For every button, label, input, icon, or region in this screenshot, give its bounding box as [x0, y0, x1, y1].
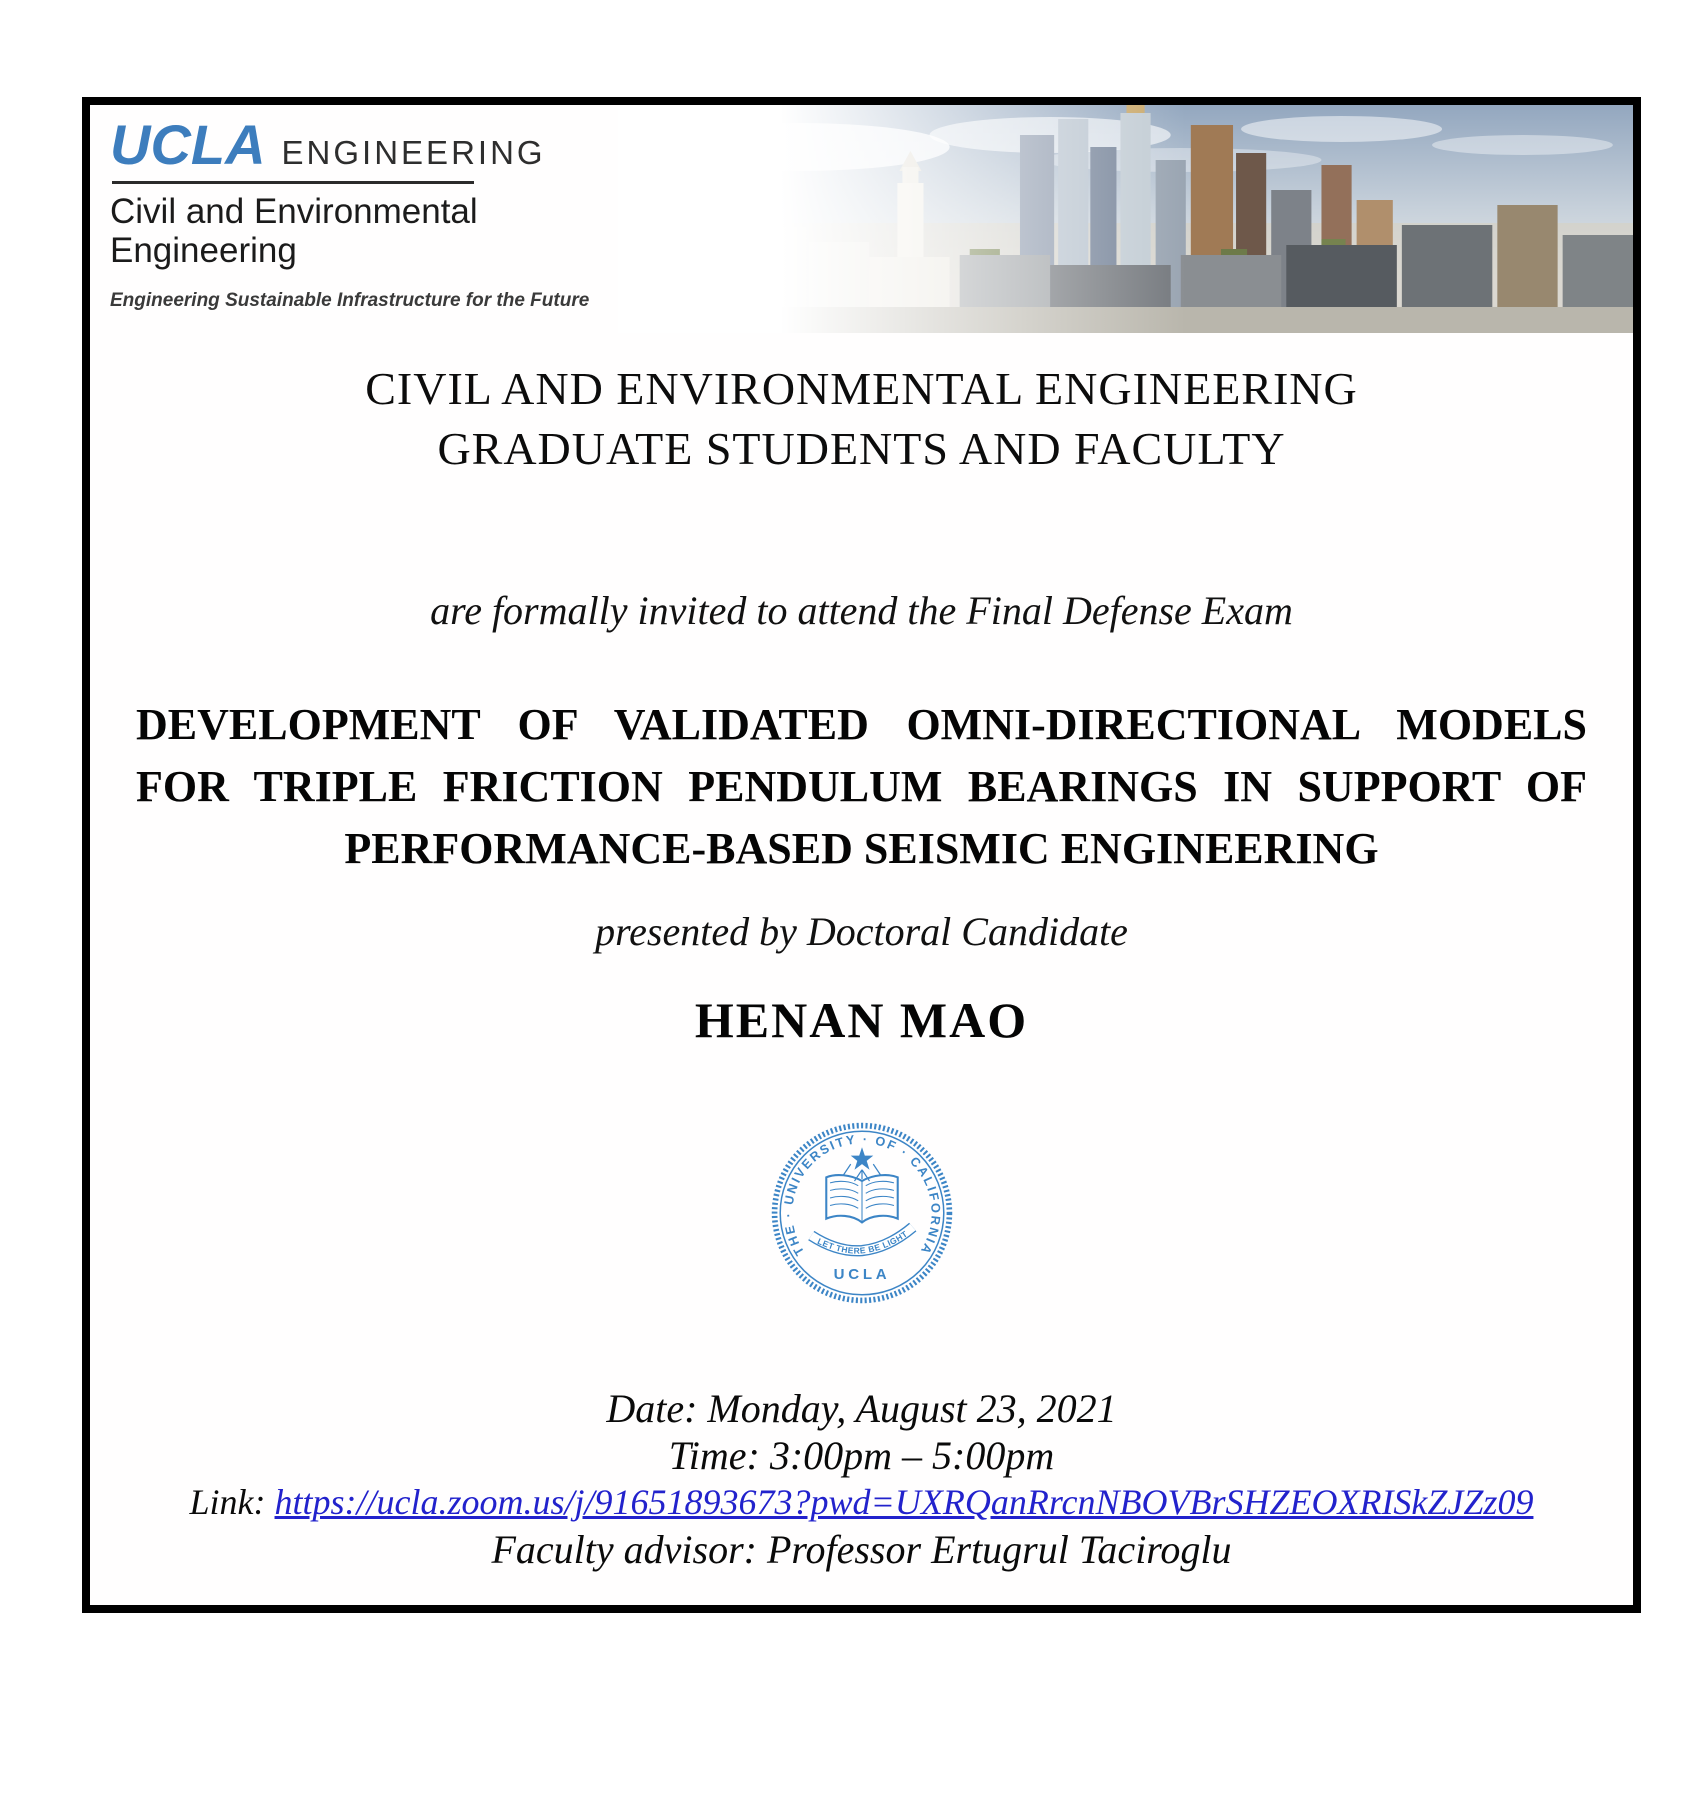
time-line	[90, 1432, 1633, 1479]
seal-banner-text: LET THERE BE LIGHT	[815, 1228, 909, 1256]
ucla-university-seal	[768, 1119, 956, 1307]
seal-container	[90, 1119, 1633, 1307]
ucla-wordmark: UCLA	[110, 113, 266, 176]
advisor-value: Professor Ertugrul Taciroglu	[766, 1527, 1232, 1572]
main-content	[90, 359, 1633, 1573]
banner-ribbon	[807, 1227, 916, 1256]
skyline-left-fade	[618, 105, 1633, 333]
audience-line-1: CIVIL AND ENVIRONMENTAL ENGINEERING	[365, 363, 1358, 414]
event-details	[90, 1385, 1633, 1573]
candidate-name: HENAN MAO	[694, 992, 1029, 1048]
department-name: Civil and Environmental Engineering	[110, 192, 478, 271]
audience-heading	[90, 359, 1633, 479]
title-line-1: DEVELOPMENT OF VALIDATED OMNI-DIRECTIONAL MODELS	[136, 700, 1587, 749]
seal-ring-text: THE · UNIVERSITY · OF · CALIFORNIA	[780, 1132, 943, 1258]
title-line-2: FOR TRIPLE FRICTION PENDULUM BEARINGS IN SUPPORT OF	[136, 762, 1587, 811]
presented-by-line: presented by Doctoral Candidate	[595, 909, 1128, 954]
zoom-meeting-link[interactable]: https://ucla.zoom.us/j/91651893673?pwd=UXRQanRrcnNBOVBrSHZEOXRISkZJZz09	[274, 1482, 1534, 1522]
skyline-photo	[618, 105, 1633, 333]
time-value: 3:00pm – 5:00pm	[769, 1433, 1055, 1478]
defense-title	[90, 694, 1633, 880]
flyer-page	[82, 97, 1641, 1613]
link-label: Link:	[189, 1482, 266, 1522]
audience-line-2: GRADUATE STUDENTS AND FACULTY	[437, 423, 1286, 474]
date-line	[90, 1385, 1633, 1432]
date-value: Monday, August 23, 2021	[707, 1386, 1117, 1431]
logo-tagline: Engineering Sustainable Infrastructure for the Future	[110, 290, 590, 312]
link-line	[90, 1479, 1633, 1526]
time-label: Time:	[668, 1433, 760, 1478]
invitation-line: are formally invited to attend the Final Defense Exam	[430, 588, 1293, 633]
logo-divider	[112, 181, 474, 184]
title-line-3: PERFORMANCE-BASED SEISMIC ENGINEERING	[344, 824, 1379, 873]
open-book-icon	[826, 1175, 897, 1222]
ucla-engineering-logo	[110, 113, 590, 312]
seal-ucla-text: UCLA	[833, 1265, 890, 1283]
header	[90, 105, 1633, 333]
advisor-label: Faculty advisor:	[491, 1527, 757, 1572]
date-label: Date:	[606, 1386, 698, 1431]
advisor-line	[90, 1526, 1633, 1573]
engineering-wordmark: ENGINEERING	[281, 134, 546, 171]
